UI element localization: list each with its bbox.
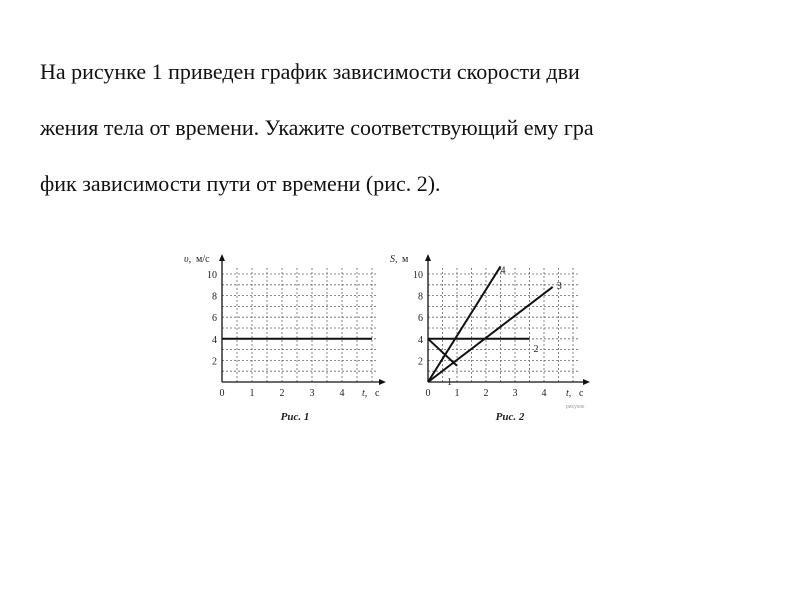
chart-2 [390, 254, 590, 423]
y-axis-unit: м [402, 254, 409, 265]
series-label-3: 3 [556, 280, 562, 292]
y-tick-label: 2 [212, 356, 217, 368]
figures-svg [170, 240, 610, 440]
y-tick-label: 4 [418, 334, 423, 346]
x-tick-label: 3 [309, 388, 315, 399]
figures [170, 240, 610, 445]
x-tick-label: 1 [454, 388, 460, 399]
y-axis-symbol: υ, [184, 254, 192, 265]
figure-caption: Рис. 1 [280, 411, 310, 423]
y-tick-label: 6 [418, 313, 423, 325]
watermark: рисунок [566, 404, 585, 410]
x-axis-unit: с [375, 388, 380, 399]
problem-text-line-2: жения тела от времени. Укажите соответствующий ему гра [40, 115, 594, 140]
y-axis-arrow [219, 254, 225, 261]
x-tick-label: 4 [339, 388, 345, 399]
x-tick-label: 0 [219, 388, 225, 399]
y-tick-label: 10 [413, 270, 423, 281]
y-tick-label: 8 [212, 291, 217, 303]
y-tick-label: 8 [418, 291, 423, 303]
x-tick-label: 3 [512, 388, 518, 399]
x-tick-label: 2 [279, 388, 285, 399]
x-tick-label: 0 [425, 388, 431, 399]
chart-1 [184, 254, 386, 423]
series-label-4: 4 [500, 265, 506, 277]
problem-text [40, 44, 770, 212]
y-tick-label: 2 [418, 356, 423, 368]
y-axis-symbol: S, [390, 254, 398, 265]
x-axis-arrow [583, 379, 590, 385]
grid [222, 268, 376, 382]
figure-caption: Рис. 2 [495, 411, 525, 423]
x-axis-symbol: t, [566, 388, 572, 399]
series-label-2: 2 [533, 343, 539, 355]
problem-text-line-1: На рисунке 1 приведен график зависимости скорости дви [40, 59, 580, 84]
x-tick-label: 1 [249, 388, 255, 399]
series-line-4 [428, 266, 501, 382]
x-axis-symbol: t, [362, 388, 368, 399]
y-axis-arrow [425, 254, 431, 261]
series-line-3 [428, 287, 553, 382]
y-axis-unit: м/с [196, 254, 210, 265]
problem-text-line-3: фик зависимости пути от времени (рис. 2). [40, 171, 441, 196]
x-tick-label: 4 [541, 388, 547, 399]
y-tick-label: 4 [212, 334, 217, 346]
x-axis-arrow [379, 379, 386, 385]
x-axis-unit: с [579, 388, 584, 399]
y-tick-label: 6 [212, 313, 217, 325]
series-label-1: 1 [447, 376, 452, 388]
y-tick-label: 10 [207, 270, 217, 281]
x-tick-label: 2 [483, 388, 489, 399]
